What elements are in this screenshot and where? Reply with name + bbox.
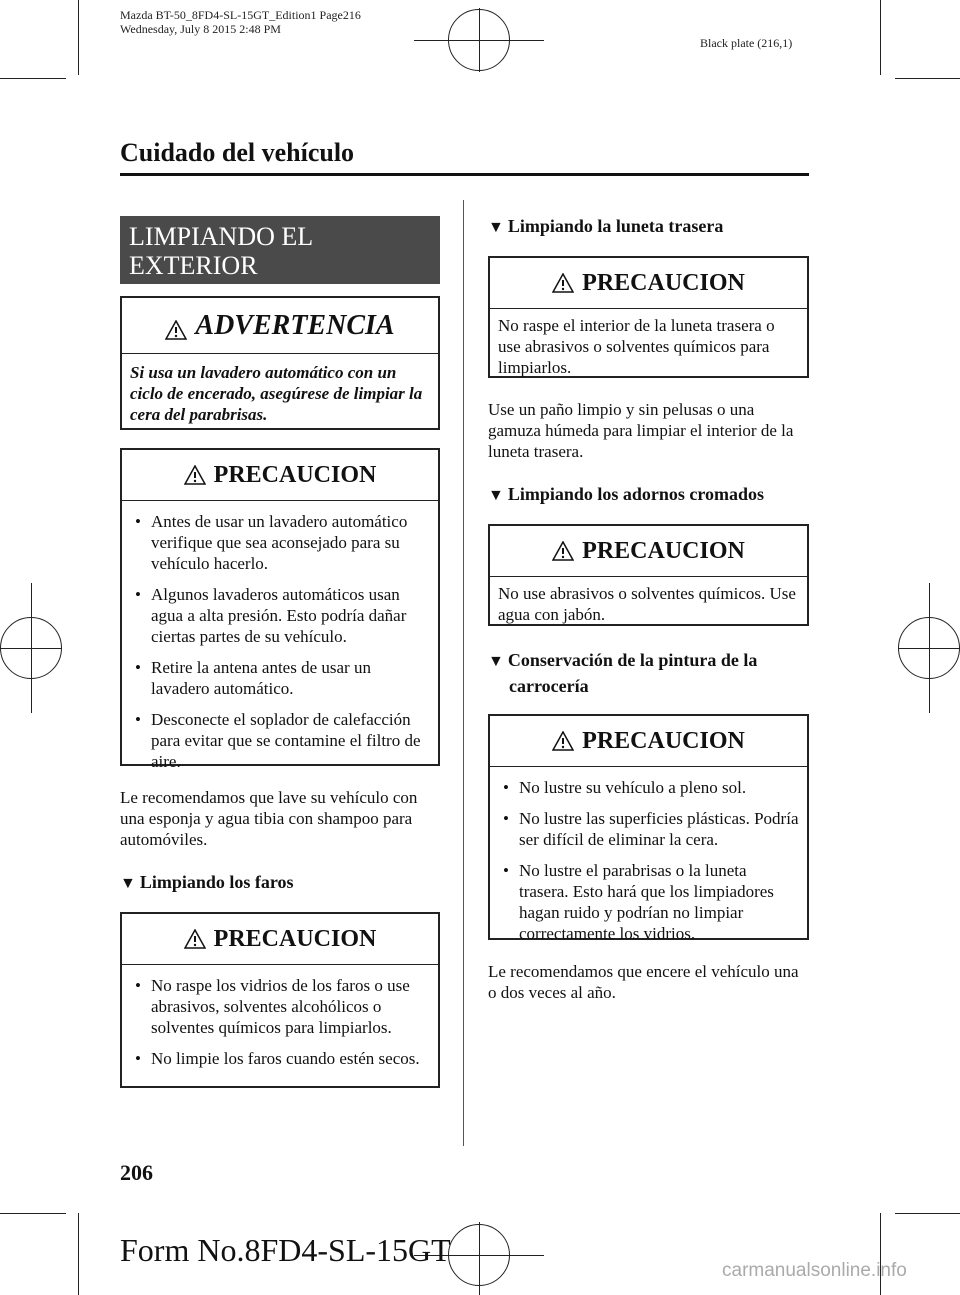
list-item: • No raspe los vidrios de los faros o use abrasivos, solventes alcohólicos o solventes químicos para limpiarlos.	[130, 975, 430, 1038]
crop-mark	[0, 1213, 66, 1214]
subheading-text-line2: carrocería	[509, 676, 589, 696]
warning-title: ADVERTENCIA	[195, 309, 395, 341]
warning-triangle-icon	[552, 273, 574, 293]
warning-triangle-icon	[184, 929, 206, 949]
triangle-bullet-icon: ▼	[488, 653, 504, 670]
caution-text: No raspe el interior de la luneta trasera o use abrasivos o solventes químicos para limpiarlos.	[498, 316, 775, 377]
crop-mark	[0, 78, 66, 79]
main-heading-line1: LIMPIANDO EL	[129, 222, 314, 251]
caution-box	[488, 714, 809, 943]
header-filename: Mazda BT-50_8FD4-SL-15GT_Edition1 Page216	[120, 8, 361, 22]
caution-box	[120, 912, 440, 1088]
footer-form-number: Form No.8FD4-SL-15GT	[120, 1232, 451, 1268]
subheading	[120, 870, 450, 896]
crop-mark	[895, 78, 960, 79]
caution-box	[488, 256, 809, 378]
footer-watermark: carmanualsonline.info	[722, 1260, 907, 1281]
header-plate: Black plate (216,1)	[700, 36, 793, 50]
subheading-text: Limpiando los adornos cromados	[507, 484, 765, 504]
subheading-text: Limpiando los faros	[139, 872, 294, 892]
caution-body	[122, 501, 438, 786]
paragraph: Le recomendamos que encere el vehículo una o dos veces al año.	[488, 962, 799, 1002]
caution-title: PRECAUCION	[582, 537, 745, 564]
crop-mark	[78, 0, 79, 75]
registration-mark	[448, 1224, 510, 1286]
warning-box	[120, 296, 440, 430]
triangle-bullet-icon: ▼	[120, 875, 136, 892]
registration-mark	[0, 617, 62, 679]
list-item: • No lustre las superficies plásticas. Podría ser difícil de eliminar la cera.	[498, 808, 799, 850]
column-divider	[463, 200, 464, 1146]
caution-header	[490, 526, 807, 577]
list-item: • Retire la antena antes de usar un lavadero automático.	[130, 657, 430, 699]
caution-body	[122, 965, 438, 1083]
paragraph: Use un paño limpio y sin pelusas o una gamuza húmeda para limpiar el interior de la luneta trasera.	[488, 400, 794, 461]
list-item: • Desconecte el soplador de calefacción para evitar que se contamine el filtro de aire.	[130, 709, 430, 772]
paragraph: Le recomendamos que lave su vehículo con una esponja y agua tibia con shampoo para automóviles.	[120, 788, 418, 849]
triangle-bullet-icon: ▼	[488, 487, 504, 504]
caution-box	[488, 524, 809, 626]
subheading-text: Conservación de la pintura de la	[507, 650, 758, 670]
page-number: 206	[120, 1160, 153, 1185]
caution-header	[122, 450, 438, 501]
caution-title: PRECAUCION	[213, 925, 377, 952]
caution-title: PRECAUCION	[582, 727, 745, 754]
caution-title: PRECAUCION	[582, 269, 745, 296]
caution-text: No use abrasivos o solventes químicos. Use agua con jabón.	[498, 584, 796, 624]
warning-triangle-icon	[184, 465, 206, 485]
section-title: Cuidado del vehículo	[120, 138, 355, 167]
list-item: • No limpie los faros cuando estén secos.	[130, 1048, 430, 1069]
triangle-bullet-icon: ▼	[488, 219, 504, 236]
crop-mark	[880, 1213, 881, 1295]
crop-mark	[895, 1213, 960, 1214]
list-item: • Antes de usar un lavadero automático verifique que sea aconsejado para su vehículo hacerlo.	[130, 511, 430, 574]
caution-header	[122, 914, 438, 965]
registration-mark	[898, 617, 960, 679]
warning-triangle-icon	[552, 541, 574, 561]
header-date: Wednesday, July 8 2015 2:48 PM	[120, 22, 281, 36]
subheading-text: Limpiando la luneta trasera	[507, 216, 724, 236]
crop-mark	[78, 1213, 79, 1295]
warning-text: Si usa un lavadero automático con un ciclo de encerado, asegúrese de limpiar la cera del parabrisas.	[130, 363, 423, 424]
main-heading	[120, 216, 440, 284]
warning-triangle-icon	[552, 731, 574, 751]
title-rule	[120, 173, 809, 176]
subheading	[488, 214, 818, 240]
caution-body	[490, 767, 807, 958]
caution-title: PRECAUCION	[213, 461, 377, 488]
subheading	[488, 648, 818, 698]
crop-mark	[880, 0, 881, 75]
caution-header	[490, 258, 807, 309]
caution-box	[120, 448, 440, 771]
warning-header	[122, 298, 438, 354]
list-item: • No lustre el parabrisas o la luneta trasera. Esto hará que los limpiadores hagan ruido y podrían no limpiar correctamente los vidrios.	[498, 860, 799, 944]
main-heading-line2: EXTERIOR	[129, 251, 258, 280]
registration-mark	[448, 9, 510, 71]
list-item: • Algunos lavaderos automáticos usan agua a alta presión. Esto podría dañar ciertas partes de su vehículo.	[130, 584, 430, 647]
list-item: • No lustre su vehículo a pleno sol.	[498, 777, 799, 798]
warning-triangle-icon	[165, 316, 187, 336]
caution-header	[490, 716, 807, 767]
subheading	[488, 482, 818, 508]
